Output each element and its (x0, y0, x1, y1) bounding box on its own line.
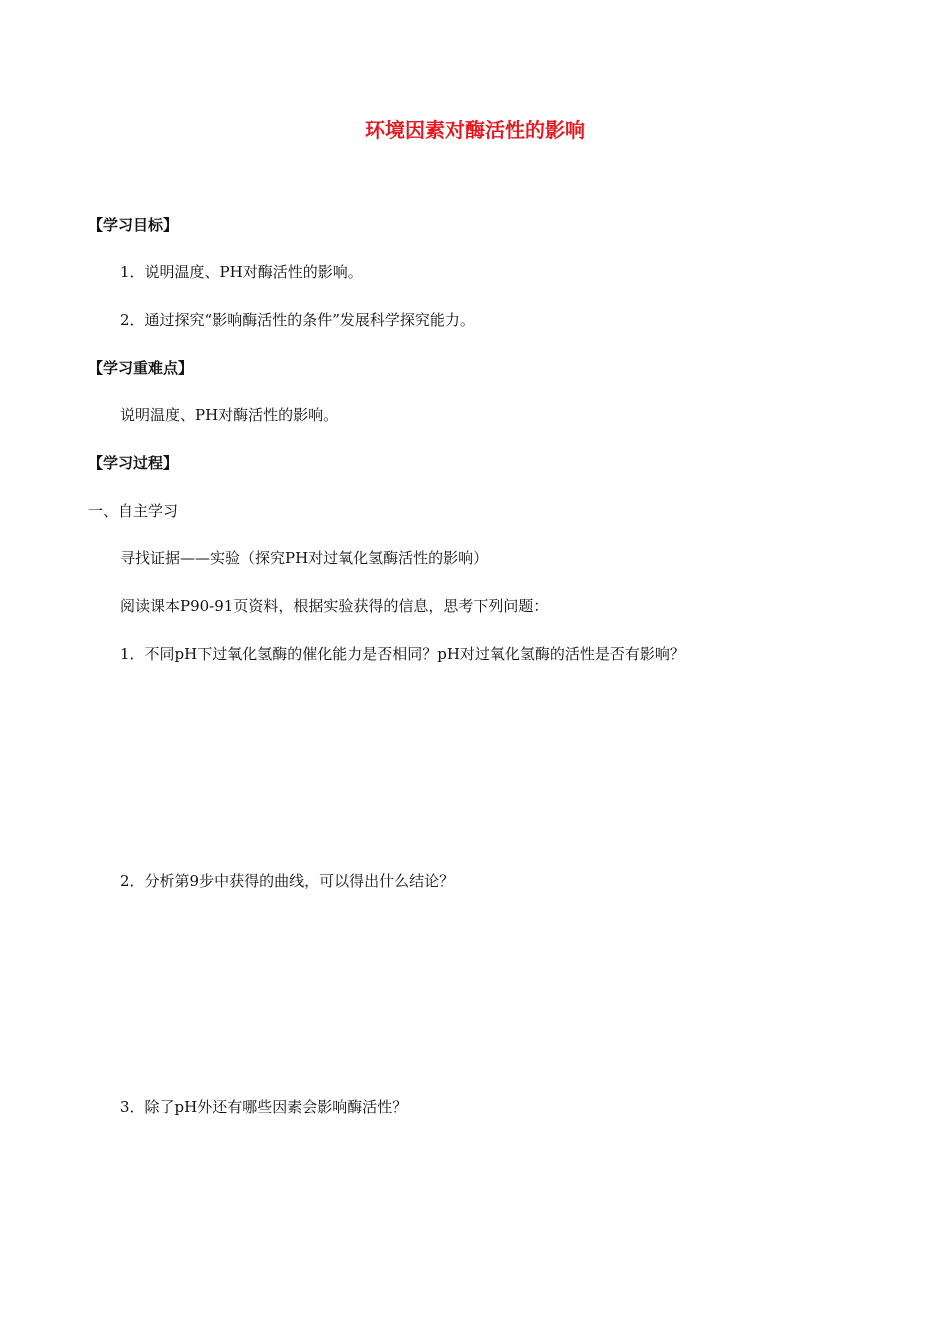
question-1: 1．不同pH下过氧化氢酶的催化能力是否相同？pH对过氧化氢酶的活性是否有影响？ (120, 645, 685, 663)
objectives-heading: 【学习目标】 (88, 216, 179, 234)
question-3: 3．除了pH外还有哪些因素会影响酶活性？ (120, 1098, 408, 1116)
objective-item-1: 1．说明温度、PH对酶活性的影响。 (120, 263, 363, 281)
reading-instruction: 阅读课本P90-91页资料，根据实验获得的信息，思考下列问题： (120, 597, 549, 615)
document-title: 环境因素对酶活性的影响 (365, 118, 585, 142)
key-points-text: 说明温度、PH对酶活性的影响。 (120, 406, 339, 424)
key-points-heading: 【学习重难点】 (88, 359, 194, 377)
evidence-text: 寻找证据——实验（探究PH对过氧化氢酶活性的影响） (120, 549, 489, 567)
process-heading: 【学习过程】 (88, 454, 179, 472)
question-2: 2．分析第9步中获得的曲线，可以得出什么结论？ (120, 872, 455, 890)
section-one-heading: 一、自主学习 (88, 502, 179, 520)
objective-item-2: 2．通过探究“影响酶活性的条件”发展科学探究能力。 (120, 311, 475, 329)
